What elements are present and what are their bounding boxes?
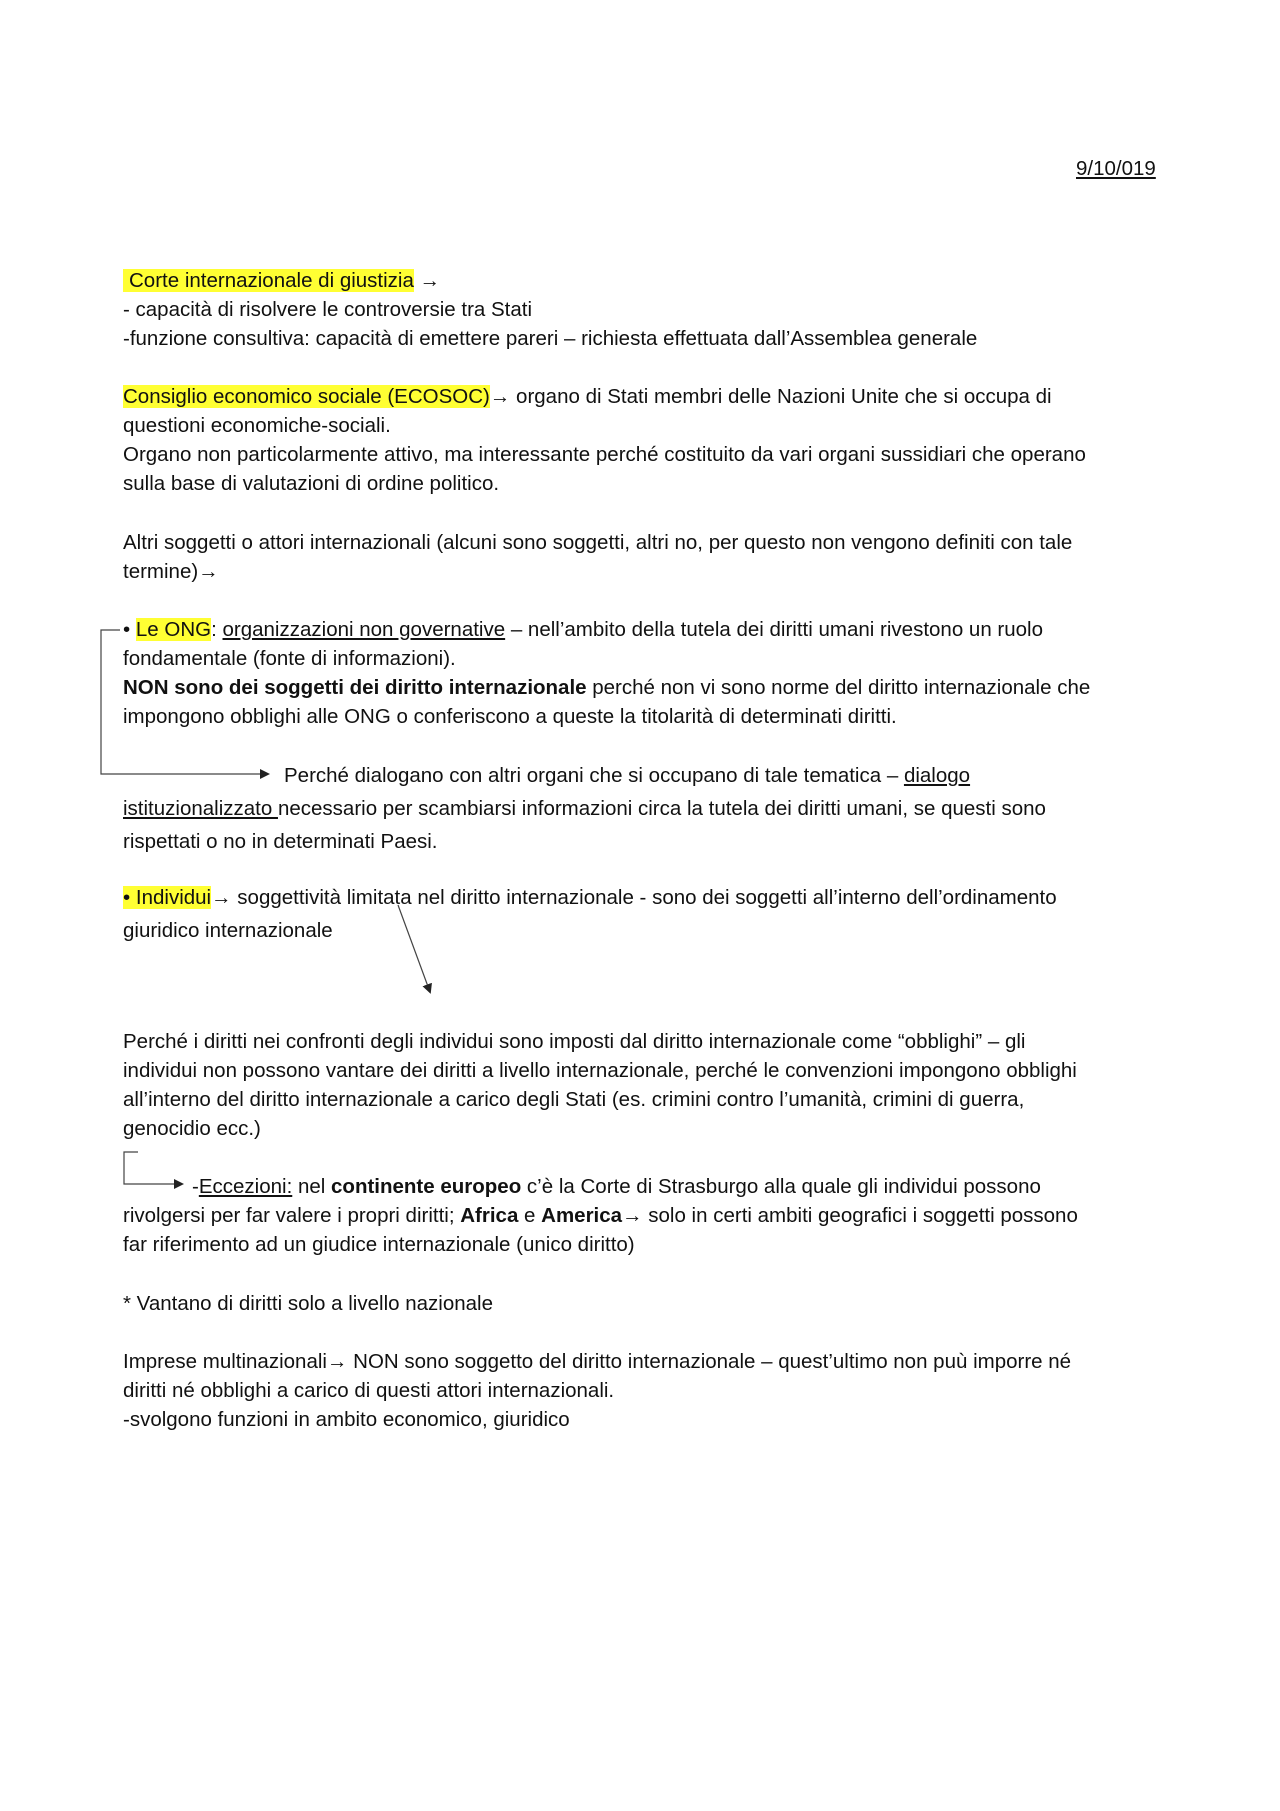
imprese-line-2: diritti né obblighi a carico di questi attori internazionali. [123, 1379, 615, 1402]
ecosoc-line-3: Organo non particolarmente attivo, ma interessante perché costituito da vari organi sussidiari che operano [123, 443, 1086, 466]
individui-note: * Vantano di diritti solo a livello nazionale [123, 1292, 493, 1315]
eccezioni-dash: - [192, 1175, 199, 1198]
ecosoc-line-1-text: organo di Stati membri delle Nazioni Unite che si occupa di [510, 385, 1052, 408]
document-date: 9/10/019 [1076, 157, 1156, 180]
ong-why-underline-2: istituzionalizzato [123, 797, 278, 820]
ecosoc-heading: Consiglio economico sociale (ECOSOC) [123, 385, 490, 408]
bullet-icon: • [123, 886, 131, 909]
ong-line-3-text: perché non vi sono norme del diritto internazionale che [586, 676, 1091, 699]
ecosoc-line-4: sulla base di valutazioni di ordine politico. [123, 472, 500, 495]
corte-line-1: - capacità di risolvere le controversie tra Stati [123, 298, 533, 321]
ong-why-line-2-text: necessario per scambiarsi informazioni circa la tutela dei diritti umani, se questi sono [277, 797, 1046, 820]
ecosoc-line-2: questioni economiche-sociali. [123, 414, 391, 437]
eccezioni-line-3: far riferimento ad un giudice internazionale (unico diritto) [123, 1233, 635, 1256]
eccezioni-connector-arrow [124, 1152, 182, 1184]
altri-line-1: Altri soggetti o attori internazionali (alcuni sono soggetti, altri no, per questo non vengono definiti con tale [123, 531, 1073, 554]
corte-line-2: -funzione consultiva: capacità di emettere pareri – richiesta effettuata dall’Assemblea generale [123, 327, 978, 350]
ong-definition: organizzazioni non governative [222, 618, 506, 641]
bullet-icon: • [123, 618, 131, 641]
ong-why-line-3: rispettati o no in determinati Paesi. [123, 830, 438, 853]
eccezioni-label: Eccezioni: [198, 1175, 293, 1198]
individui-line-1-text: soggettività limitata nel diritto internazionale - sono dei soggetti all’interno dell’ordinamento [231, 886, 1057, 909]
eccezioni-2-text-b: e [518, 1204, 542, 1227]
individui-p-1: Perché i diritti nei confronti degli individui sono imposti dal diritto internazionale come “obblighi” – gli [123, 1030, 1026, 1053]
right-arrow-icon: → [489, 385, 511, 408]
individui-p-3: all’interno del diritto internazionale a carico degli Stati (es. crimini contro l’umanità, crimini di guerra, [123, 1088, 1025, 1111]
eccezioni-text-a: nel [292, 1175, 332, 1198]
individui-p-2: individui non possono vantare dei diritti a livello internazionale, perché le convenzioni impongono obblighi [123, 1059, 1077, 1082]
ong-bold-statement: NON sono dei soggetti dei diritto internazionale [123, 676, 587, 699]
ong-line-2: fondamentale (fonte di informazioni). [123, 647, 456, 670]
altri-line-2-text: termine) [123, 560, 199, 583]
ong-line-4: impongono obblighi alle ONG o conferiscono a queste la titolarità di determinati diritti. [123, 705, 897, 728]
eccezioni-text-b: c’è la Corte di Strasburgo alla quale gli individui possono [521, 1175, 1041, 1198]
imprese-line-1-text: NON sono soggetto del diritto internazionale – quest’ultimo non puù imporre né [347, 1350, 1072, 1373]
ong-connector-arrow [101, 630, 268, 774]
eccezioni-america: America [541, 1204, 623, 1227]
imprese-label: Imprese multinazionali [123, 1350, 327, 1373]
eccezioni-continente: continente europeo [331, 1175, 522, 1198]
ong-line-1-text: – nell’ambito della tutela dei diritti umani rivestono un ruolo [505, 618, 1043, 641]
corte-heading: Corte internazionale di giustizia [123, 269, 414, 292]
right-arrow-icon: → [326, 1350, 348, 1373]
individui-p-4: genocidio ecc.) [123, 1117, 261, 1140]
right-arrow-icon: → [211, 886, 232, 909]
ong-colon: : [211, 618, 217, 641]
individui-connector-arrow [398, 905, 430, 992]
ong-why-underline-1: dialogo [903, 764, 971, 787]
right-arrow-icon: → [622, 1204, 643, 1227]
eccezioni-2-text-a: rivolgersi per far valere i propri diritti; [123, 1204, 461, 1227]
right-arrow-icon: → [198, 560, 219, 583]
ong-why-text: Perché dialogano con altri organi che si occupano di tale tematica – [284, 764, 904, 787]
imprese-line-3: -svolgono funzioni in ambito economico, giuridico [123, 1408, 570, 1431]
individui-label-text: Individui [135, 886, 212, 909]
eccezioni-africa: Africa [460, 1204, 519, 1227]
ong-label: Le ONG [135, 618, 212, 641]
individui-line-2: giuridico internazionale [123, 919, 333, 942]
right-arrow-icon: → [419, 269, 441, 292]
eccezioni-2-text-c: solo in certi ambiti geografici i soggetti possono [642, 1204, 1078, 1227]
